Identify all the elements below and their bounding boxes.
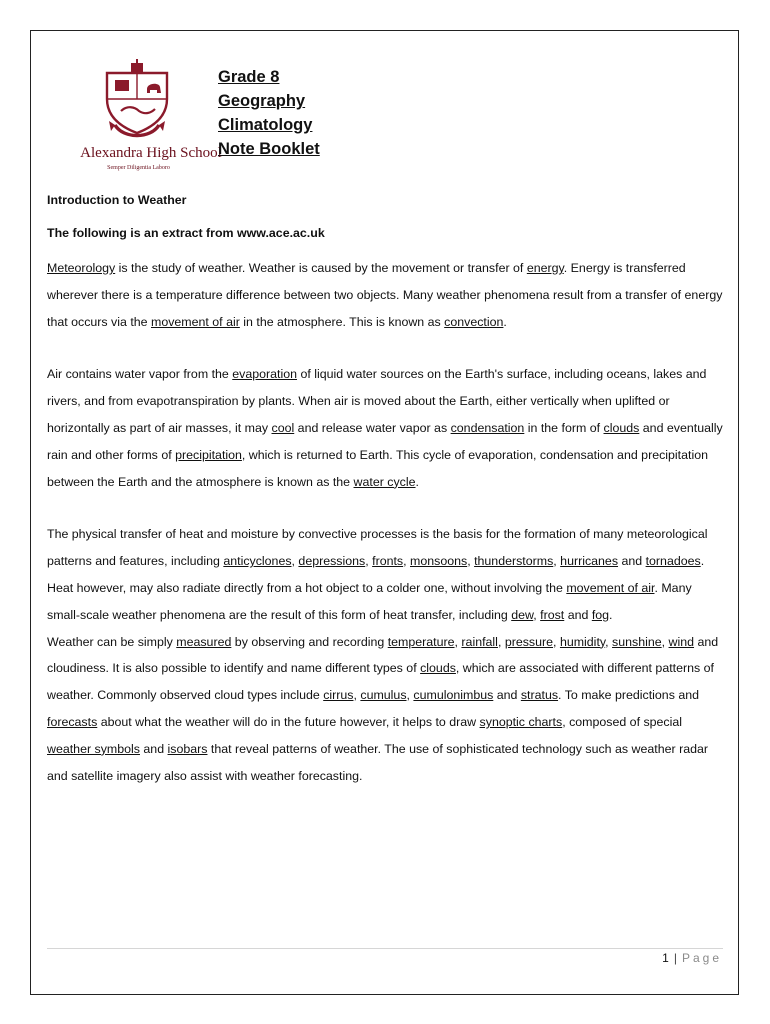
text-run: , which is returned to Earth. This cycle of evaporation, condensation and precipitation between the Earth and the atmosphere is known as the [47, 447, 708, 489]
text-run: is the study of weather. Weather is caused by the movement or transfer of [115, 261, 527, 275]
underlined-term: cumulonimbus [413, 688, 494, 703]
title-grade: Grade 8 [218, 68, 280, 86]
text-run: in the atmosphere. This is known as [239, 314, 445, 329]
text-run: and [618, 554, 646, 569]
text-run: Air contains water vapor from the [47, 367, 233, 382]
underlined-term: stratus [520, 688, 559, 703]
underlined-term: anticyclones [223, 554, 292, 569]
document-body [47, 187, 723, 789]
text-run: , which are associated with different patterns of weather. Commonly observed cloud types include [47, 661, 714, 703]
text-run: of liquid water sources on the Earth's surface, including oceans, lakes and rivers, and from evapotranspiration by plants. When air is moved about the Earth, either vertically when uplifted or horizontally as part of air masses, it may [47, 367, 707, 435]
text-run: about what the weather will do in the future however, it helps to draw [97, 714, 480, 729]
underlined-term: depressions [298, 554, 366, 569]
underlined-term: frost [540, 607, 565, 622]
footer-separator: | [673, 951, 678, 965]
underlined-term: weather symbols [47, 741, 140, 756]
underlined-term: sunshine [612, 634, 662, 649]
underlined-term: cirrus [323, 688, 354, 703]
document-page [30, 30, 739, 995]
page-number: 1 [662, 951, 670, 965]
text-run: and [139, 741, 168, 756]
text-run: , [454, 634, 462, 649]
school-motto: Semper Diligentia Laboro [107, 165, 170, 171]
section-subheading: The following is an extract from www.ace.ac.uk [47, 226, 325, 240]
underlined-term: tornadoes [645, 554, 701, 569]
booklet-title [218, 65, 320, 161]
text-run: and [564, 607, 592, 622]
underlined-term: convection [444, 314, 504, 329]
underlined-term: synoptic charts [479, 714, 563, 729]
footer-divider [47, 948, 723, 949]
underlined-term: movement of air [566, 580, 655, 595]
text-run: , [291, 554, 299, 569]
underlined-term: evaporation [232, 367, 298, 382]
underlined-term: wind [668, 634, 695, 649]
paragraph-meteorology [47, 255, 723, 335]
underlined-term: hurricanes [560, 554, 619, 569]
school-crest-icon [97, 59, 177, 143]
underlined-term: clouds [420, 661, 456, 676]
underlined-term: Meteorology [47, 261, 116, 275]
text-run: and eventually rain and other forms of [47, 420, 723, 462]
text-run: , [553, 634, 560, 649]
paragraph-measurement [47, 629, 723, 790]
underlined-term: cool [271, 420, 295, 435]
text-run: that reveal patterns of weather. The use of sophisticated technology such as weather radar and satellite imagery also assist with weather forecasting. [47, 741, 708, 783]
paragraph-heat-transfer [47, 521, 723, 628]
text-run: and release water vapor as [294, 420, 451, 435]
text-run: , [661, 634, 669, 649]
text-run: . Energy is transferred wherever there is a temperature difference between two objects. Many weather phenomena result from a transfer of energy that occurs via the [47, 261, 723, 329]
text-run: , [365, 554, 373, 569]
title-booklet: Note Booklet [218, 140, 320, 158]
text-run: , composed of special [562, 714, 683, 729]
text-run: , [406, 688, 414, 703]
underlined-term: measured [176, 634, 232, 649]
underlined-term: energy [526, 261, 564, 275]
underlined-term: cumulus [360, 688, 407, 703]
underlined-term: rainfall [461, 634, 498, 649]
underlined-term: monsoons [410, 554, 468, 569]
underlined-term: water cycle [353, 474, 416, 489]
text-run: , [533, 607, 541, 622]
text-run: . To make predictions and [558, 688, 700, 703]
text-run: , [353, 688, 361, 703]
text-run: . Heat however, may also radiate directly from a hot object to a colder one, without involving the [47, 554, 705, 595]
underlined-term: pressure [504, 634, 554, 649]
underlined-term: temperature [387, 634, 455, 649]
text-run: , [605, 634, 613, 649]
text-run: . [415, 474, 419, 489]
text-run: , [467, 554, 475, 569]
text-run: . Many small-scale weather phenomena are the result of this form of heat transfer, including [47, 580, 692, 622]
text-run: . [609, 607, 613, 622]
text-run: . [503, 314, 507, 329]
underlined-term: forecasts [47, 714, 98, 729]
underlined-term: condensation [450, 420, 525, 435]
underlined-term: precipitation [175, 447, 242, 462]
underlined-term: clouds [603, 420, 640, 435]
page-footer [662, 951, 722, 965]
text-run: , [403, 554, 411, 569]
text-run: Weather can be simply [47, 634, 177, 649]
text-run: The physical transfer of heat and moisture by convective processes is the basis for the formation of many meteorological patterns and features, including [47, 527, 708, 569]
underlined-term: dew [511, 607, 534, 622]
text-run: , [553, 554, 561, 569]
page-label: Page [681, 951, 722, 965]
underlined-term: fog [591, 607, 610, 622]
text-run: , [497, 634, 505, 649]
paragraph-water-cycle [47, 361, 723, 495]
text-run: and [493, 688, 521, 703]
text-run: in the form of [524, 420, 604, 435]
text-run: and cloudiness. It is also possible to identify and name different types of [47, 634, 719, 676]
title-topic: Climatology [218, 116, 313, 134]
underlined-term: humidity [559, 634, 606, 649]
section-heading: Introduction to Weather [47, 193, 187, 207]
underlined-term: isobars [167, 741, 208, 756]
school-logo [61, 59, 222, 179]
title-subject: Geography [218, 92, 306, 110]
school-name: Alexandra High School [80, 145, 222, 161]
text-run: by observing and recording [231, 634, 388, 649]
underlined-term: fronts [372, 554, 404, 569]
underlined-term: movement of air [151, 314, 240, 329]
underlined-term: thunderstorms [474, 554, 554, 569]
